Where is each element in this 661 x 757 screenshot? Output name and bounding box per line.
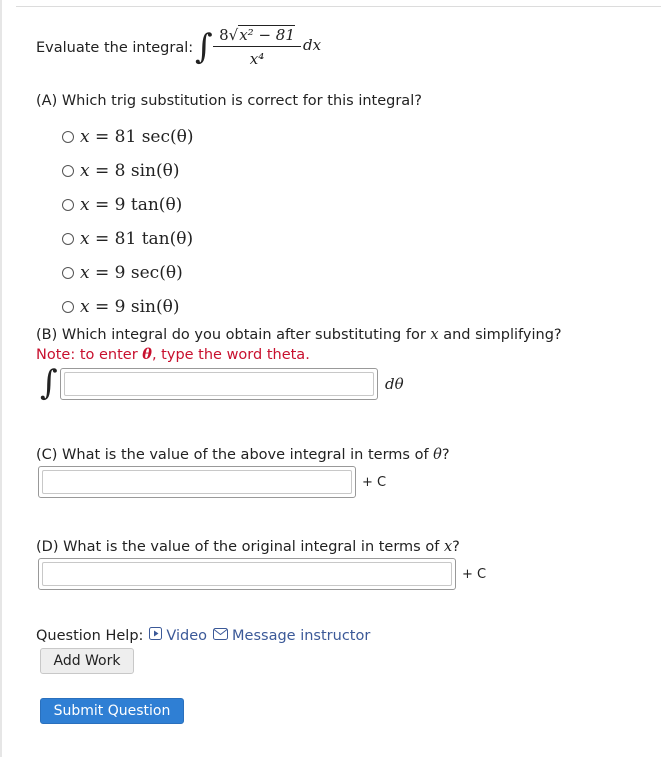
video-link-label: Video [166,627,208,644]
radio-button[interactable] [62,199,74,211]
sqrt-symbol: √ [228,26,239,44]
part-c-question: (C) What is the value of the above integral in terms of θ? [36,447,450,463]
choice-option[interactable] [62,290,194,324]
problem-integral [195,18,335,78]
question-help-label: Question Help: [36,627,144,644]
part-c-answer-field[interactable] [38,466,356,498]
numerator-coefficient: 8 [219,26,229,44]
choice-expression: x = 8 sin(θ) [80,161,180,181]
choice-option[interactable] [62,188,194,222]
choice-option[interactable] [62,256,194,290]
part-d-answer-input[interactable] [42,562,452,586]
envelope-icon [213,628,228,644]
part-b-answer-input[interactable] [64,372,374,396]
submit-question-button[interactable]: Submit Question [40,698,184,724]
choice-expression: x = 9 sec(θ) [80,263,183,283]
part-b-note: Note: to enter θ, type the word theta. [36,346,310,363]
video-link[interactable] [149,627,207,644]
part-d-answer-field[interactable] [38,558,456,590]
integrand-denominator: x⁴ [249,50,265,68]
integrand-numerator [213,26,301,47]
radicand: x² − 81 [239,26,295,44]
part-a-choices [62,120,194,324]
radio-button[interactable] [62,131,74,143]
choice-option[interactable] [62,222,194,256]
choice-option[interactable] [62,120,194,154]
left-border [0,0,2,757]
part-c-answer-input[interactable] [42,470,352,494]
integrand-fraction [213,26,301,68]
choice-expression: x = 9 tan(θ) [80,195,183,215]
choice-expression: x = 9 sin(θ) [80,297,180,317]
radio-button[interactable] [62,301,74,313]
question-help [36,627,370,644]
part-b-answer-field[interactable] [60,368,378,400]
differential: dx [303,36,322,54]
add-work-button[interactable]: Add Work [40,648,134,674]
problem-prompt: Evaluate the integral: [36,40,194,56]
message-instructor-label: Message instructor [232,627,371,644]
top-divider [16,6,661,7]
part-b-integral-sign: ∫ [40,363,58,403]
part-d-suffix: + C [462,567,487,582]
part-a-question: (A) Which trig substitution is correct for this integral? [36,93,422,109]
integral-sign: ∫ [195,27,213,67]
radio-button[interactable] [62,233,74,245]
choice-expression: x = 81 sec(θ) [80,127,194,147]
choice-option[interactable] [62,154,194,188]
play-box-icon [149,627,162,644]
radio-button[interactable] [62,267,74,279]
message-instructor-link[interactable] [213,628,370,644]
part-d-question: (D) What is the value of the original integral in terms of x? [36,539,460,555]
choice-expression: x = 81 tan(θ) [80,229,194,249]
part-b-question: (B) Which integral do you obtain after substituting for x and simplifying? [36,327,562,343]
part-c-suffix: + C [362,475,387,490]
radio-button[interactable] [62,165,74,177]
part-b-suffix: dθ [385,375,404,393]
